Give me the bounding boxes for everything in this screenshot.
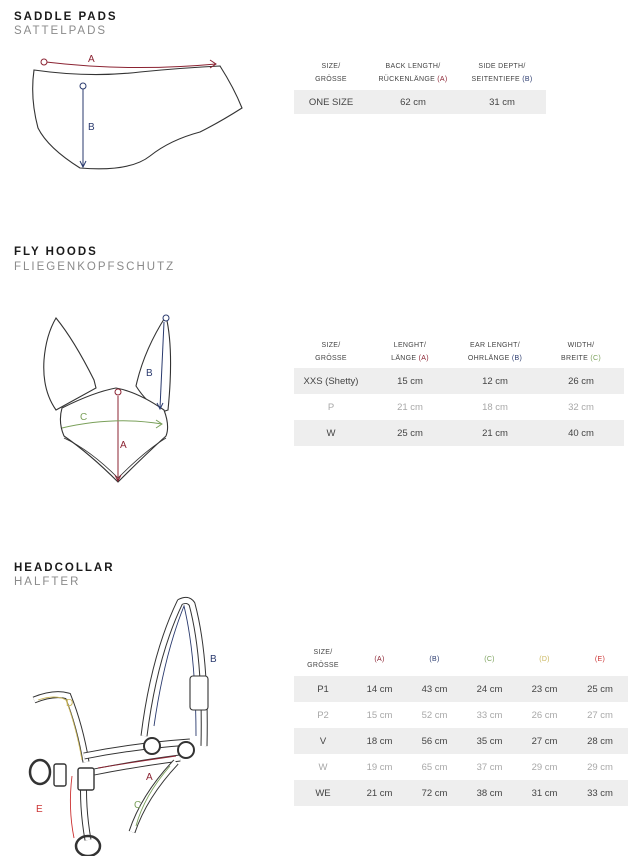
- fly-hoods-title: FLY HOODS: [14, 246, 98, 258]
- saddle-label-a: A: [88, 54, 95, 65]
- table-row: WE 21 cm 72 cm 38 cm 31 cm 33 cm: [294, 780, 628, 806]
- headcollar-label-c: C: [134, 800, 142, 811]
- headcollar-illustration: [14, 596, 254, 856]
- headcollar-section: [0, 556, 640, 862]
- table-row: XXS (Shetty) 15 cm 12 cm 26 cm: [294, 368, 624, 394]
- table-row: W 19 cm 65 cm 37 cm 29 cm 29 cm: [294, 754, 628, 780]
- table-header: SIZE/ GRÖSSE: [307, 649, 339, 669]
- table-header: (A): [374, 655, 385, 663]
- saddle-pad-illustration: [20, 48, 260, 188]
- table-row: W 25 cm 21 cm 40 cm: [294, 420, 624, 446]
- table-header: WIDTH/ BREITE (C): [561, 342, 601, 362]
- table-header: LENGHT/ LÄNGE (A): [391, 342, 429, 362]
- headcollar-label-e: E: [36, 804, 43, 815]
- table-row: P 21 cm 18 cm 32 cm: [294, 394, 624, 420]
- table-row: V 18 cm 56 cm 35 cm 27 cm 28 cm: [294, 728, 628, 754]
- headcollar-label-b: B: [210, 654, 217, 665]
- table-row: ONE SIZE 62 cm 31 cm: [294, 90, 546, 114]
- saddle-pads-title: SADDLE PADS: [14, 11, 118, 23]
- table-header: SIZE/ GRÖSSE: [315, 63, 347, 83]
- headcollar-title: HEADCOLLAR: [14, 562, 115, 574]
- fly-hoods-subtitle: FLIEGENKOPFSCHUTZ: [14, 261, 176, 273]
- fly-label-c: C: [80, 412, 88, 423]
- saddle-pads-subtitle: SATTELPADS: [14, 25, 108, 37]
- headcollar-label-d: D: [66, 698, 74, 709]
- saddle-pads-section: [0, 0, 640, 200]
- fly-hoods-size-table: [294, 336, 624, 446]
- table-row: P2 15 cm 52 cm 33 cm 26 cm 27 cm: [294, 702, 628, 728]
- fly-label-a: A: [120, 440, 127, 451]
- headcollar-label-a: A: [146, 772, 153, 783]
- table-header: EAR LENGHT/ OHRLÄNGE (B): [467, 342, 523, 362]
- table-row: P1 14 cm 43 cm 24 cm 23 cm 25 cm: [294, 676, 628, 702]
- table-header: (C): [484, 655, 495, 663]
- table-header: (D): [539, 655, 550, 663]
- table-header: SIDE DEPTH/ SEITENTIEFE (B): [471, 63, 533, 83]
- table-header: SIZE/ GRÖSSE: [315, 342, 347, 362]
- fly-hood-illustration: [34, 310, 194, 490]
- headcollar-size-table: [294, 642, 628, 806]
- saddle-pads-size-table: [294, 56, 546, 114]
- fly-hoods-section: [0, 240, 640, 510]
- fly-label-b: B: [146, 368, 153, 379]
- table-header: BACK LENGTH/ RÜCKENLÄNGE (A): [378, 63, 448, 83]
- table-header: (B): [429, 655, 440, 663]
- table-header: (E): [594, 655, 606, 663]
- headcollar-subtitle: HALFTER: [14, 576, 81, 588]
- saddle-label-b: B: [88, 122, 95, 133]
